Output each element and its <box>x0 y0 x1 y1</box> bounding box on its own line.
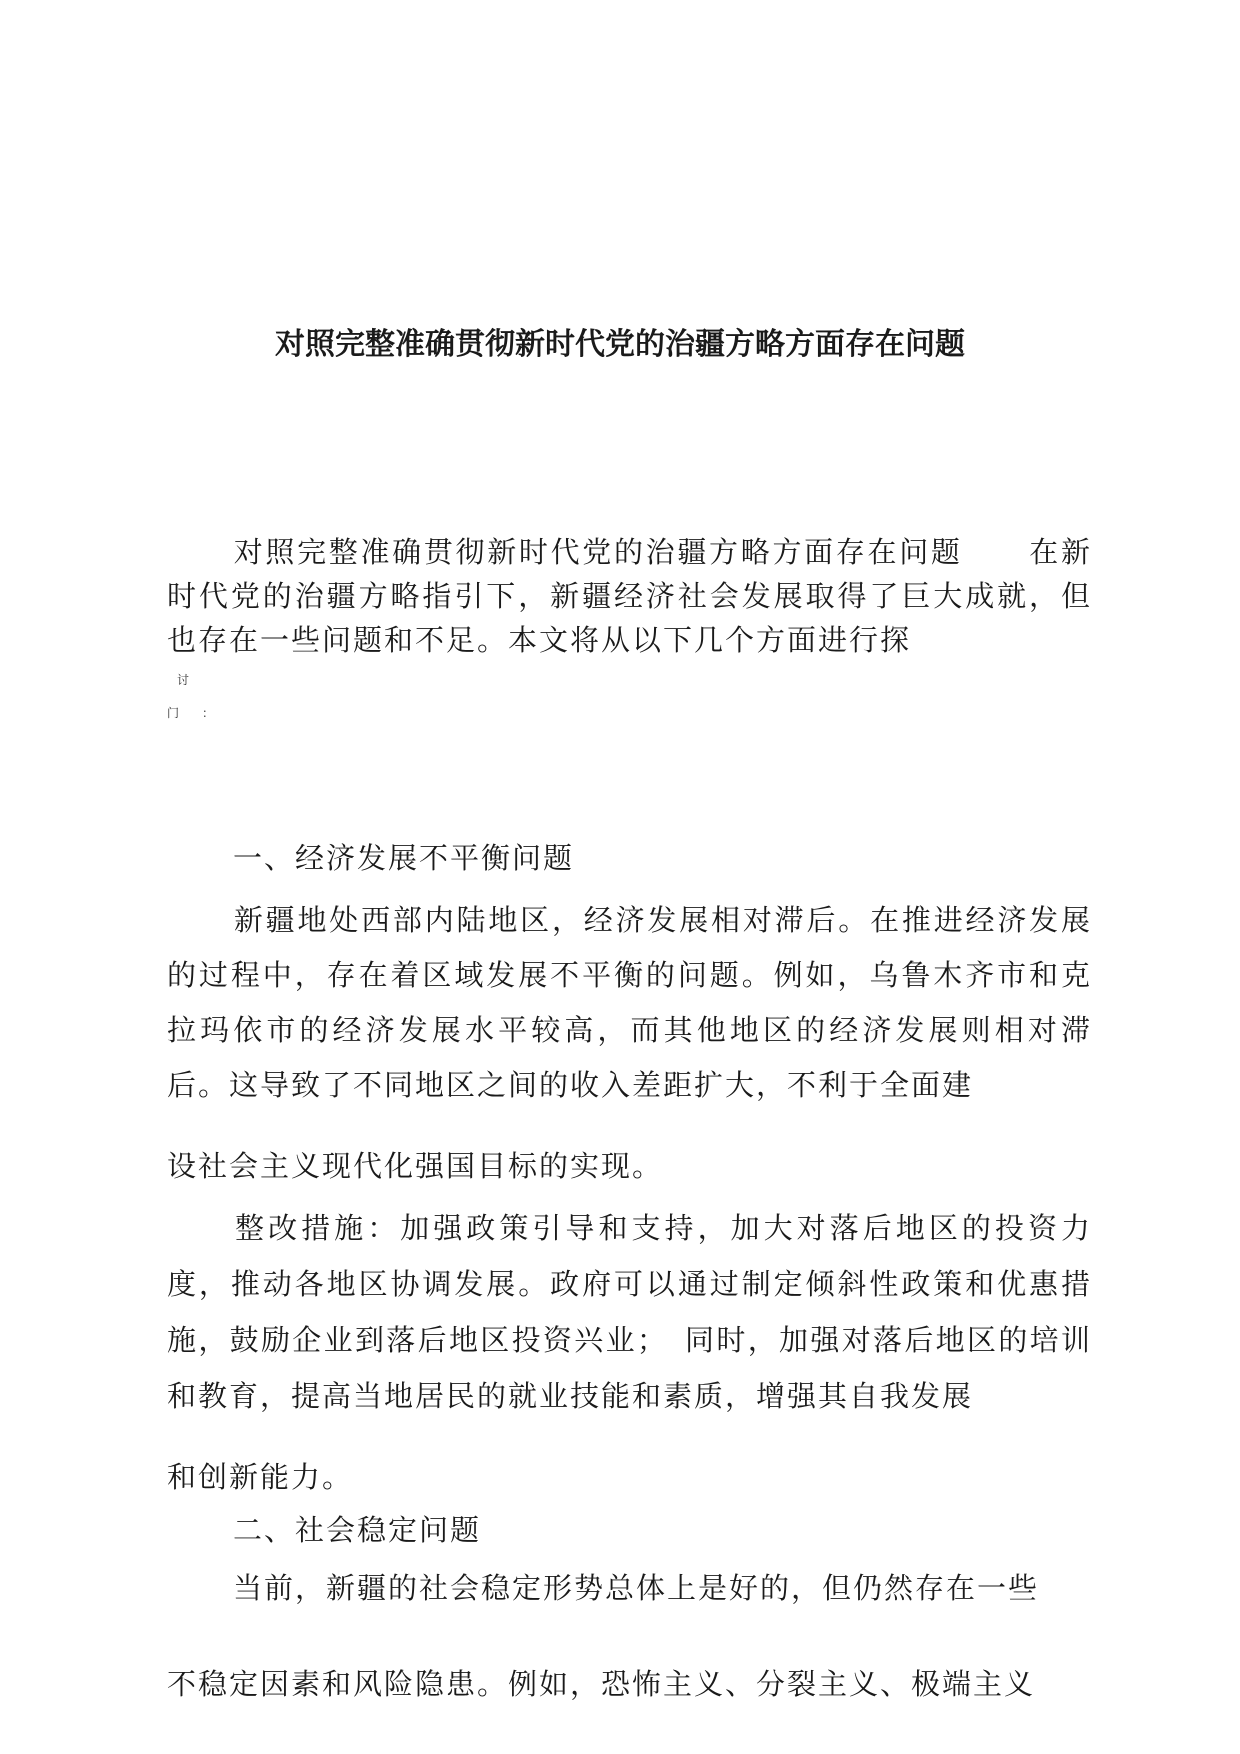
stray-fragment-3: ： <box>202 706 215 720</box>
document-title: 对照完整准确贯彻新时代党的治疆方略方面存在问题 <box>275 327 965 362</box>
section-1-paragraph-1-last-line: 设社会主义现代化强国目标的实现。 <box>167 1149 664 1183</box>
stray-fragment-2: 门 <box>167 706 180 720</box>
section-1-paragraph-1 <box>167 893 1092 1113</box>
section-1-paragraph-1-text: 新疆地处西部内陆地区，经济发展相对滞后。在推进经济发展的过程中，存在着区域发展不平衡的问题。例如，乌鲁木齐市和克拉玛依市的经济发展水平较高，而其他地区的经济发展则相对滞后。这导致了不同地区之间的收入差距扩大，不利于全面建 <box>167 903 1092 1102</box>
intro-paragraph <box>167 530 1092 662</box>
section-2-paragraph-1-last-line: 不稳定因素和风险隐患。例如，恐怖主义、分裂主义、极端主义 <box>167 1667 1036 1701</box>
section-1-paragraph-2-text: 整改措施：加强政策引导和支持，加大对落后地区的投资力度，推动各地区协调发展。政府可以通过制定倾斜性政策和优惠措施，鼓励企业到落后地区投资兴业； 同时，加强对落后地区的培训和教育，提高当地居民的就业技能和素质，增强其自我发展 <box>167 1211 1092 1413</box>
intro-rest: 在新时代党的治疆方略指引下，新疆经济社会发展取得了巨大成就，但也存在一些问题和不足。本文将从以下几个方面进行探 <box>167 535 1092 657</box>
section-1-paragraph-2 <box>167 1200 1092 1424</box>
section-1-paragraph-2-last-line: 和创新能力。 <box>167 1460 354 1494</box>
section-2-heading: 二、社会稳定问题 <box>233 1513 482 1547</box>
section-1-heading: 一、经济发展不平衡问题 <box>233 841 575 875</box>
intro-lead: 对照完整准确贯彻新时代党的治疆方略方面存在问题 <box>233 535 963 569</box>
stray-fragment-1: 讨 <box>177 673 190 687</box>
section-2-paragraph-1: 当前，新疆的社会稳定形势总体上是好的，但仍然存在一些 <box>233 1571 1040 1605</box>
